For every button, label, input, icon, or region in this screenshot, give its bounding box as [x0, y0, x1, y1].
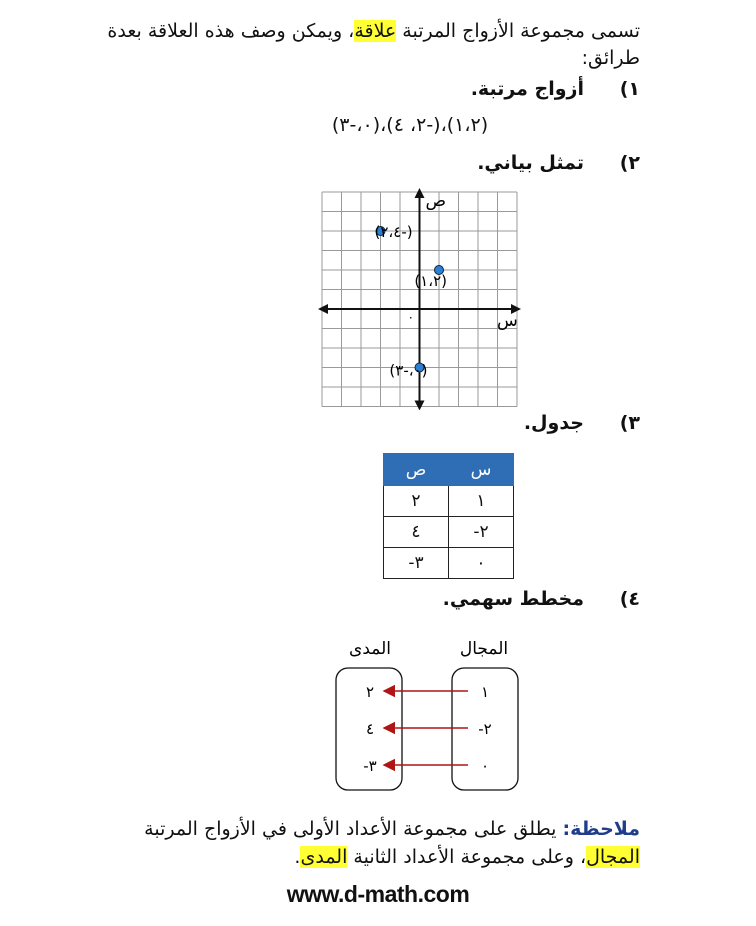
range-term: المدى: [300, 846, 348, 868]
origin-label: ٠: [407, 310, 414, 324]
mapping-arrows: [363, 683, 491, 775]
domain-term: المجال: [586, 846, 640, 868]
graph-points: [375, 223, 448, 380]
intro-text-end: ، ويمكن وصف هذه العلاقة بعدة طرائق:: [107, 20, 640, 69]
section-2-title: تمثل بياني.: [477, 152, 584, 174]
point-label: (٠،-٣): [389, 361, 428, 380]
table-row: [384, 517, 514, 548]
note-keyword: ملاحظة:: [562, 818, 640, 840]
table-header-y: ص: [384, 454, 449, 486]
table-cell-y: ٢: [384, 486, 449, 517]
section-2-heading: [477, 152, 640, 174]
point-label: (-٢،٤): [374, 223, 413, 241]
section-1-heading: [471, 78, 640, 100]
note-text: يطلق على مجموعة الأعداد الأولى في الأزواج المرتبة: [144, 818, 563, 840]
section-1-number: ١): [619, 78, 640, 100]
section-4-heading: [443, 588, 640, 610]
table-cell-x: -٢: [449, 517, 514, 548]
range-element: -٣: [363, 757, 377, 775]
section-1-title: أزواج مرتبة.: [470, 78, 584, 100]
arrow-diagram: [320, 630, 540, 800]
section-3-title: جدول.: [523, 412, 584, 434]
relation-term: علاقة: [354, 20, 397, 42]
section-4-number: ٤): [619, 588, 640, 610]
y-axis-top-arrow: [415, 188, 425, 198]
note-paragraph: [100, 815, 640, 871]
relation-table: [383, 453, 514, 579]
intro-paragraph: [100, 18, 640, 72]
domain-label: المجال: [459, 639, 509, 659]
domain-element: ١: [480, 683, 490, 701]
table-row: [384, 548, 514, 579]
x-axis-left-arrow: [318, 304, 328, 314]
y-axis-bottom-arrow: [415, 401, 425, 411]
ordered-pairs: (١،٢)،(-٢، ٤)،(٠،-٣): [331, 114, 489, 136]
intro-text-start: تسمى مجموعة الأزواج المرتبة: [396, 20, 640, 42]
note-end: .: [294, 846, 301, 868]
range-element: ٢: [365, 683, 375, 701]
table-cell-x: ١: [449, 486, 514, 517]
coordinate-graph: [300, 180, 530, 410]
website-footer: www.d-math.com: [286, 881, 470, 907]
table-cell-x: ٠: [449, 548, 514, 579]
x-axis-label: س: [497, 311, 518, 331]
note-text: ، وعلى مجموعة الأعداد الثانية: [347, 846, 587, 868]
domain-element: -٢: [478, 720, 492, 738]
section-3-heading: [524, 412, 640, 434]
y-axis-label: ص: [425, 191, 447, 211]
section-3-number: ٣): [619, 412, 640, 434]
table-cell-y: -٣: [384, 548, 449, 579]
point-label: (١،٢): [414, 272, 447, 290]
section-4-title: مخطط سهمي.: [442, 588, 584, 610]
range-element: ٤: [365, 720, 375, 738]
table-cell-y: ٤: [384, 517, 449, 548]
table-row: [384, 486, 514, 517]
domain-element: ٠: [480, 757, 490, 775]
section-2-number: ٢): [619, 152, 640, 174]
table-header-x: س: [449, 454, 514, 486]
range-label: المدى: [349, 639, 391, 659]
